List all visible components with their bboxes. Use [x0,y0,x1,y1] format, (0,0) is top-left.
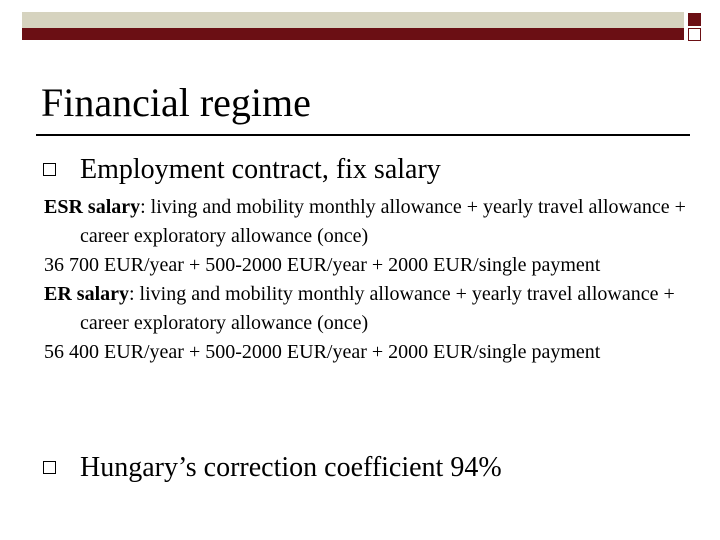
er-salary-amount: 56 400 EUR/year + 500-2000 EUR/year + 2000 EUR/single payment [44,341,601,363]
bullet-square-icon [43,461,56,474]
bullet-correction-coefficient: Hungary’s correction coefficient 94% [80,452,502,483]
salary-details [44,193,694,367]
slide-title: Financial regime [41,80,311,125]
corner-square-filled [688,13,701,26]
bullet-employment-contract: Employment contract, fix salary [80,154,441,185]
esr-salary-label: ESR salary [44,196,141,218]
corner-square-outline [688,28,701,41]
header-bar-dark [22,28,684,40]
er-salary-description: : living and mobility monthly allowance + yearly travel allowance + career exploratory allowance (once) [80,283,675,334]
header-bar-light [22,12,684,28]
er-salary-label: ER salary [44,283,129,305]
bullet-square-icon [43,163,56,176]
title-underline [36,134,690,136]
esr-salary-amount: 36 700 EUR/year + 500-2000 EUR/year + 2000 EUR/single payment [44,254,601,276]
esr-salary-description: : living and mobility monthly allowance + yearly travel allowance + career exploratory allowance (once) [80,196,686,247]
esr-salary-paragraph [44,193,694,251]
er-salary-paragraph [44,280,694,338]
